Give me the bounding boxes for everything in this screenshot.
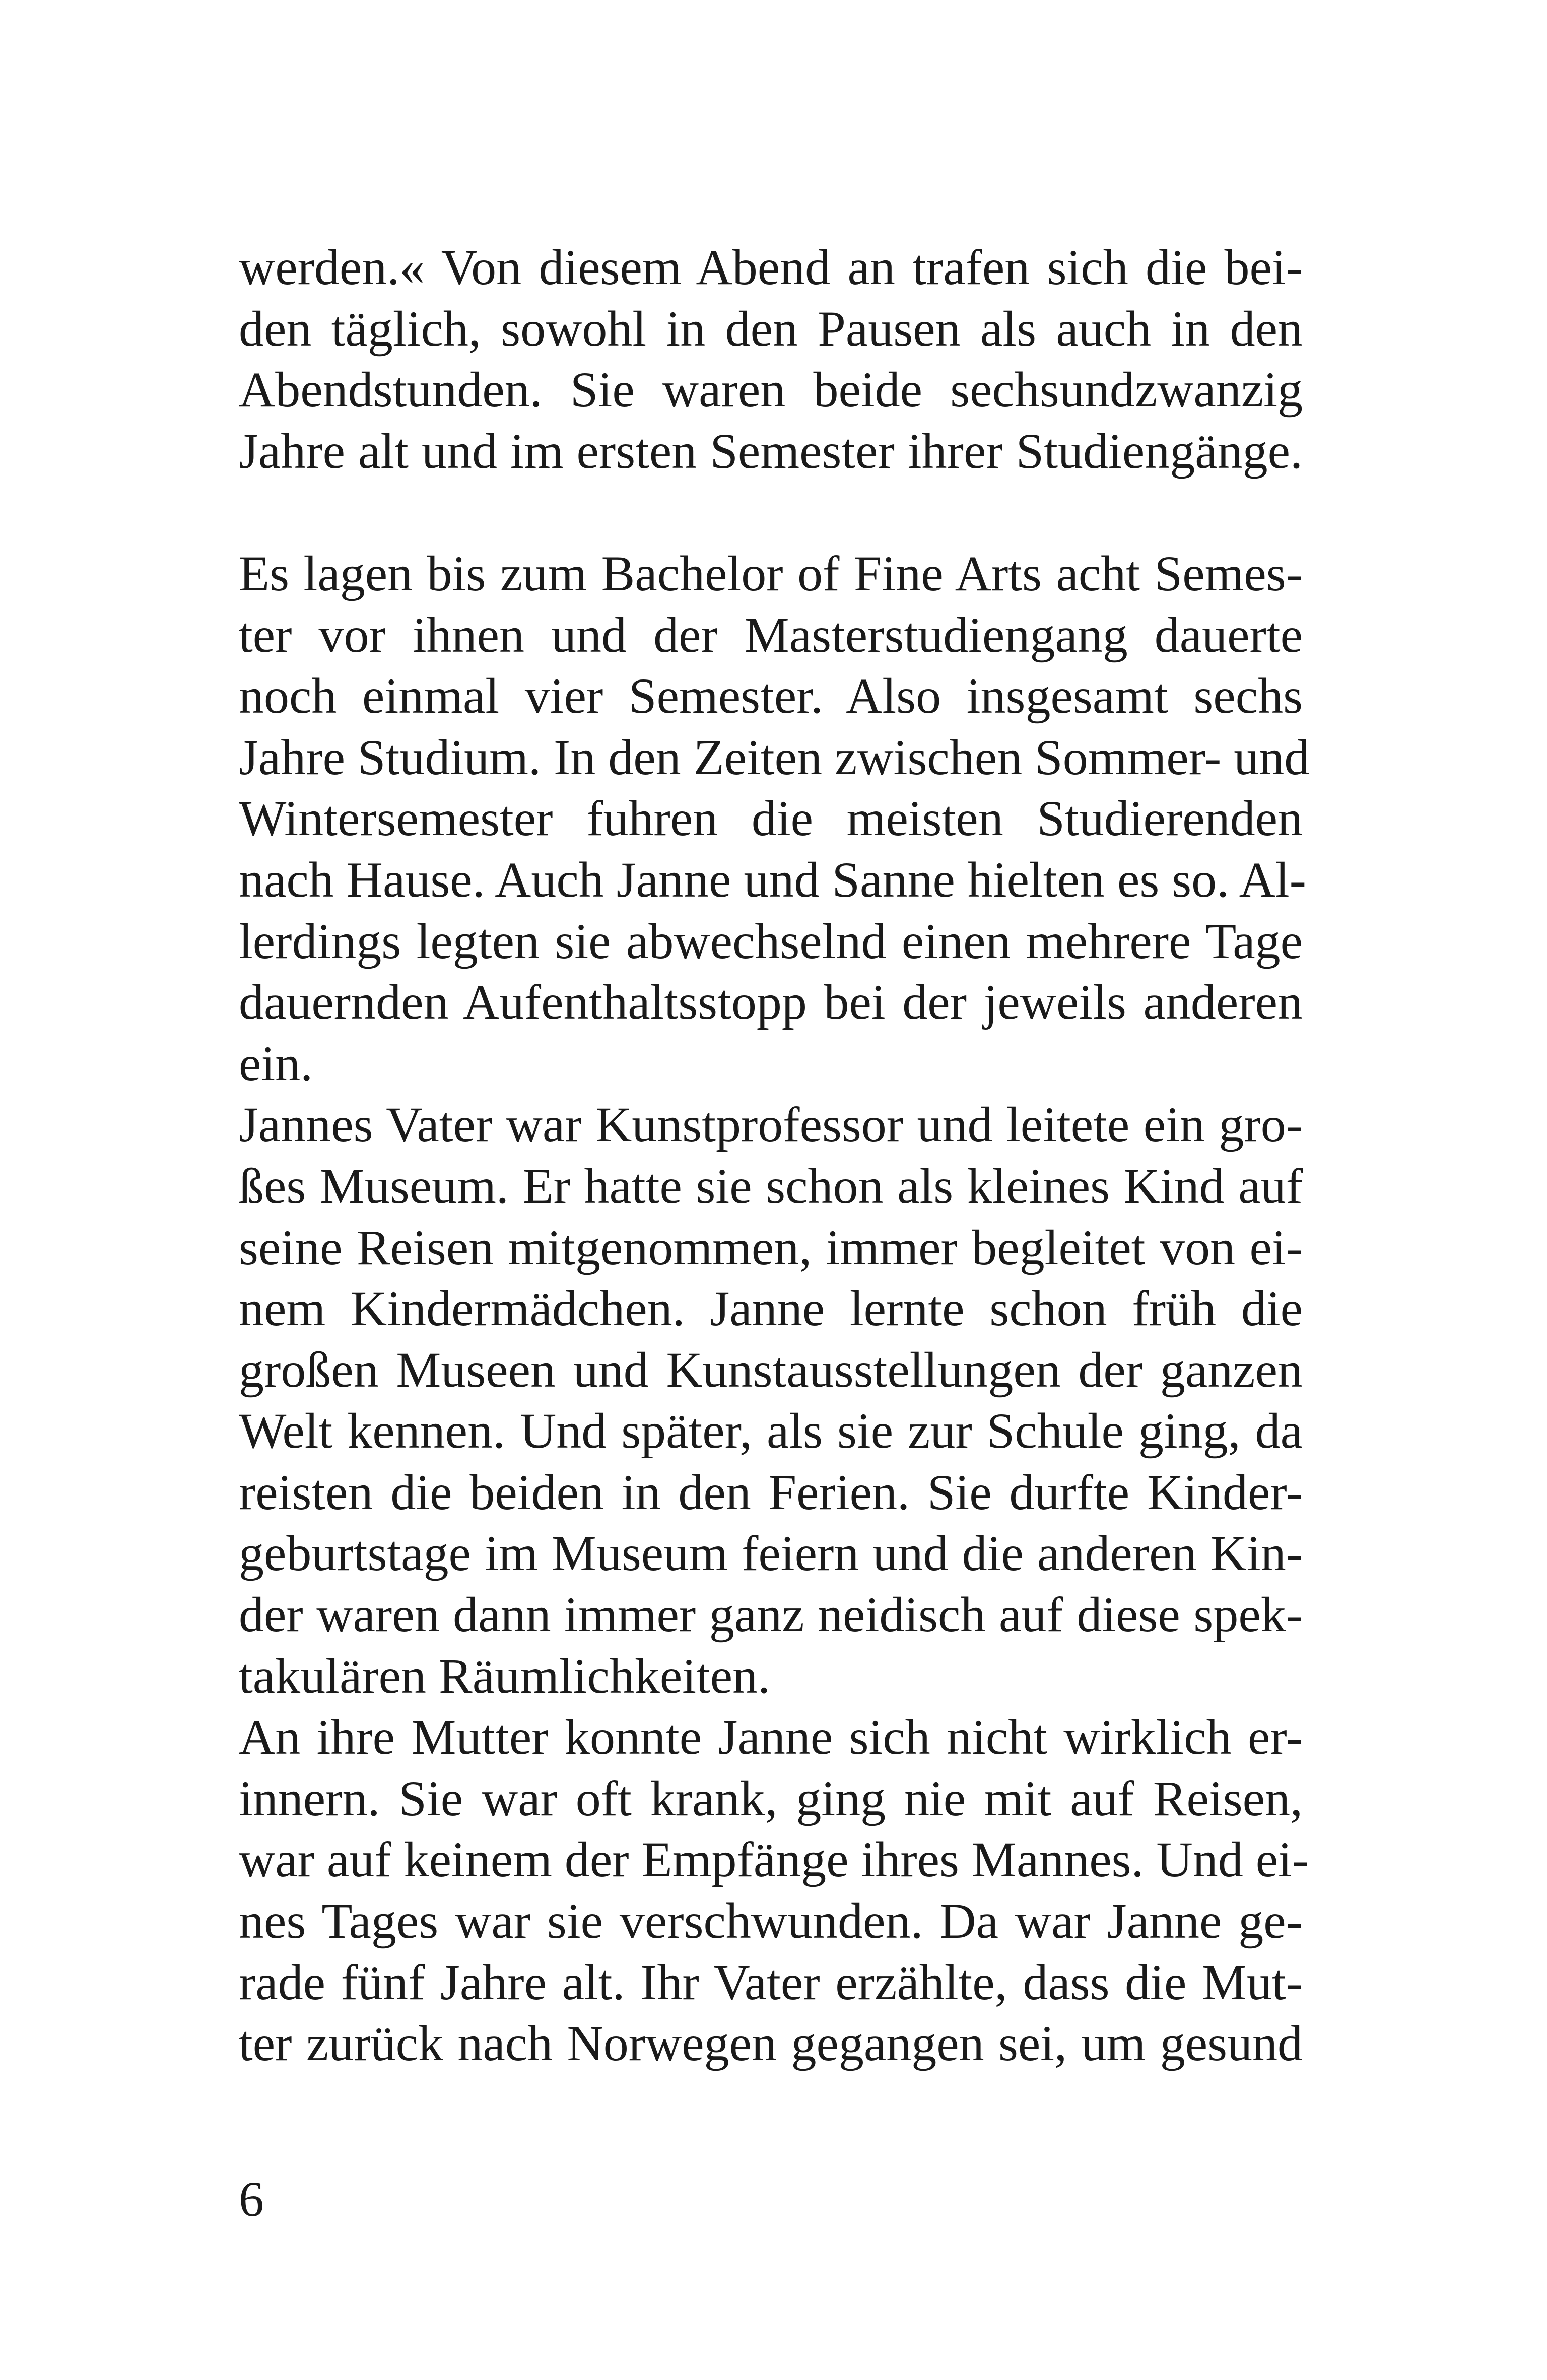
text-line: Jannes Vater war Kunstprofessor und leitete ein gro-: [239, 1097, 1303, 1153]
text-line: seine Reisen mitgenommen, immer begleitet von ei-: [239, 1219, 1303, 1275]
text-line: nes Tages war sie verschwunden. Da war Janne ge-: [239, 1893, 1303, 1949]
text-line: noch einmal vier Semester. Also insgesamt sechs: [239, 668, 1303, 724]
text-line: takulären Räumlichkeiten.: [239, 1648, 771, 1704]
text-line: innern. Sie war oft krank, ging nie mit auf Reisen,: [239, 1770, 1303, 1826]
text-line: war auf keinem der Empfänge ihres Mannes. Und ei-: [239, 1831, 1309, 1888]
text-line: rade fünf Jahre alt. Ihr Vater erzählte, dass die Mut-: [239, 1954, 1303, 2010]
text-line: ßes Museum. Er hatte sie schon als kleines Kind auf: [239, 1158, 1303, 1214]
text-line: nem Kindermädchen. Janne lernte schon früh die: [239, 1280, 1303, 1337]
text-line: Wintersemester fuhren die meisten Studierenden: [239, 790, 1303, 847]
text-line: Jahre Studium. In den Zeiten zwischen Sommer- und: [239, 729, 1310, 785]
paragraph-1: [239, 237, 1303, 482]
paragraph-3: [239, 1094, 1303, 1707]
text-line: ter vor ihnen und der Masterstudiengang dauerte: [239, 606, 1303, 663]
text-line: ein.: [239, 1035, 313, 1092]
text-line: lerdings legten sie abwechselnd einen mehrere Tage: [239, 913, 1303, 969]
text-line: reisten die beiden in den Ferien. Sie durfte Kinder-: [239, 1464, 1303, 1520]
text-line: ter zurück nach Norwegen gegangen sei, um gesund: [239, 2015, 1303, 2072]
text-line: den täglich, sowohl in den Pausen als auch in den: [239, 300, 1303, 357]
text-line: Jahre alt und im ersten Semester ihrer Studiengänge.: [239, 423, 1303, 479]
text-line: Abendstunden. Sie waren beide sechsundzwanzig: [239, 362, 1303, 418]
text-line: nach Hause. Auch Janne und Sanne hielten es so. Al-: [239, 851, 1306, 908]
page-number: 6: [239, 2171, 264, 2227]
text-line: der waren dann immer ganz neidisch auf diese spek-: [239, 1587, 1303, 1643]
paragraph-4: [239, 1707, 1309, 2074]
text-line: großen Museen und Kunstausstellungen der ganzen: [239, 1341, 1303, 1398]
text-line: dauernden Aufenthaltsstopp bei der jeweils anderen: [239, 974, 1303, 1031]
text-line: An ihre Mutter konnte Janne sich nicht wirklich er-: [239, 1709, 1303, 1765]
text-line: geburtstage im Museum feiern und die anderen Kin-: [239, 1525, 1303, 1582]
paragraph-2: [239, 543, 1310, 1094]
paragraph-gap: [239, 482, 1303, 543]
text-line: Es lagen bis zum Bachelor of Fine Arts acht Semes-: [239, 545, 1303, 601]
text-line: werden.« Von diesem Abend an trafen sich die bei-: [239, 239, 1303, 295]
body-text: [239, 237, 1310, 2074]
text-line: Welt kennen. Und später, als sie zur Schule ging, da: [239, 1403, 1303, 1459]
